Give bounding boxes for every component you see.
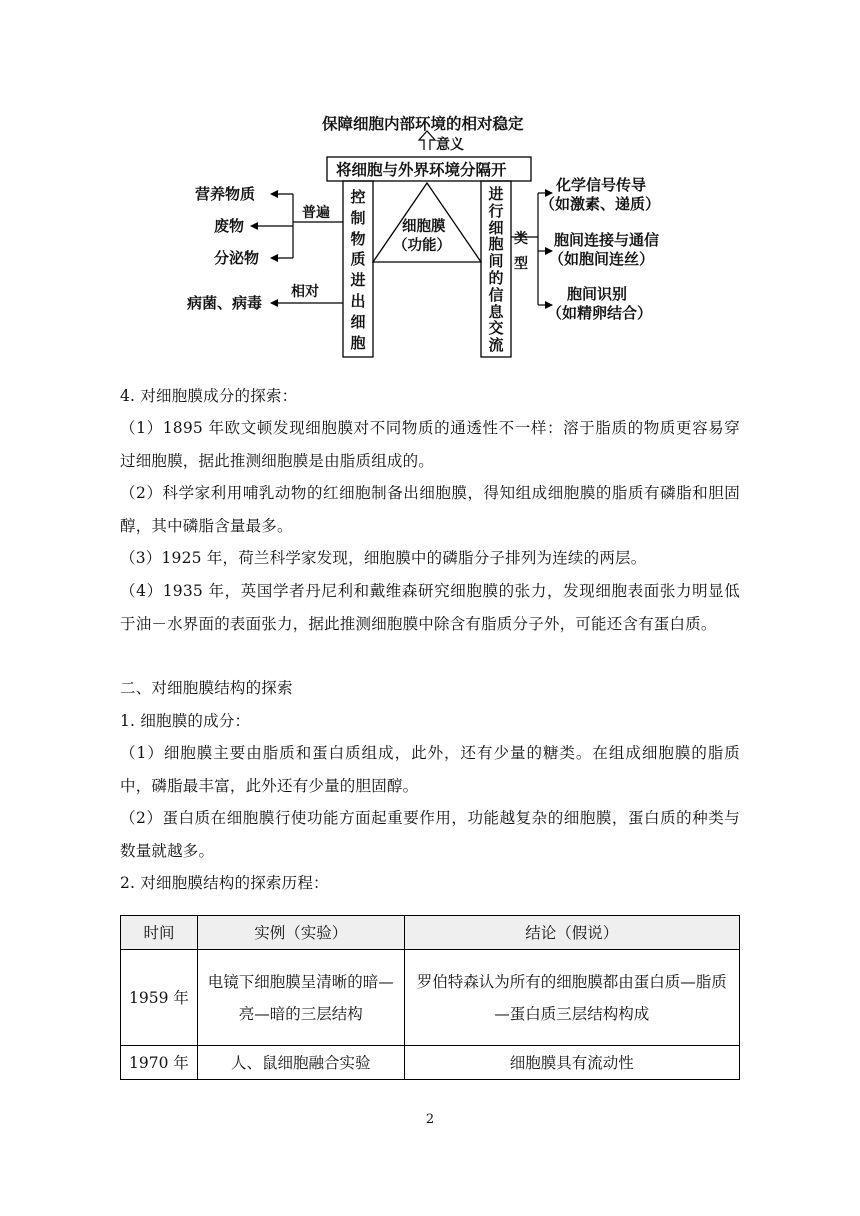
table-cell: 罗伯特森认为所有的细胞膜都由蛋白质—脂质—蛋白质三层结构构成 [404, 950, 739, 1046]
header-box-label: 将细胞与外界环境分隔开 [336, 160, 507, 179]
left-column-label: 控制物质进出细胞 [350, 188, 366, 352]
paragraph-red-blood-cell: （2）科学家利用哺乳动物的红细胞制备出细胞膜，得知组成细胞膜的脂质有磷脂和胆固醇，其中磷脂含量最多。 [120, 484, 740, 535]
left-item-nutrients: 营养物质 [195, 185, 256, 203]
type-label-2: 型 [514, 256, 528, 272]
table-cell: 人、鼠细胞融合实验 [197, 1046, 404, 1080]
right-item-1-line1: 化学信号传导 [556, 176, 647, 194]
center-label-function: （功能） [393, 237, 451, 254]
table-cell: 电镜下细胞膜呈清晰的暗—亮—暗的三层结构 [197, 950, 404, 1046]
table-cell: 1959 年 [121, 950, 198, 1046]
right-item-3-line1: 胞间识别 [567, 285, 628, 303]
meaning-arrow [419, 131, 435, 150]
table-cell: 1970 年 [121, 1046, 198, 1080]
paragraph-overton: （1）1895 年欧文顿发现细胞膜对不同物质的通透性不一样：溶于脂质的物质更容易穿过细胞膜，据此推测细胞膜是由脂质组成的。 [120, 419, 740, 470]
right-item-2-line2: （如胞间连丝） [549, 250, 655, 268]
table-row [121, 1046, 740, 1080]
common-label: 普遍 [302, 205, 330, 221]
table-header-row [121, 916, 740, 950]
right-column-label: 进行细胞间的信息交流 [488, 185, 504, 355]
right-item-1-line2: （如激素、递质） [540, 195, 661, 213]
paragraph-lipid-protein: （1）细胞膜主要由脂质和蛋白质组成，此外，还有少量的糖类。在组成细胞膜的脂质中，磷脂最丰富，此外还有少量的胆固醇。 [120, 744, 740, 795]
table-row [121, 950, 740, 1046]
paragraph-protein-function: （2）蛋白质在细胞膜行使功能方面起重要作用，功能越复杂的细胞膜，蛋白质的种类与数量就越多。 [120, 809, 740, 860]
left-item-secretions: 分泌物 [214, 249, 260, 267]
right-item-3-line2: （如精卵结合） [547, 304, 653, 322]
paragraph-1935: （4）1935 年，英国学者丹尼利和戴维森研究细胞膜的张力，发现细胞表面张力明显低于油－水界面的表面张力，据此推测细胞膜中除含有脂质分子外，可能还含有蛋白质。 [120, 582, 740, 633]
history-table [120, 915, 740, 1080]
page-number: 2 [425, 1112, 435, 1127]
relative-label: 相对 [291, 284, 319, 300]
table-cell: 细胞膜具有流动性 [404, 1046, 739, 1080]
section-heading-structure: 二、对细胞膜结构的探索 [120, 679, 293, 697]
pathogen-label: 病菌、病毒 [187, 294, 263, 312]
heading-structure-history: 2. 对细胞膜结构的探索历程： [120, 874, 329, 892]
paragraph-1925: （3）1925 年，荷兰科学家发现，细胞膜中的磷脂分子排列为连续的两层。 [120, 549, 647, 567]
heading-composition: 1. 细胞膜的成分： [120, 712, 251, 730]
type-label-1: 类 [514, 231, 528, 247]
top-label: 保障细胞内部环境的相对稳定 [322, 114, 524, 133]
center-label-membrane: 细胞膜 [402, 218, 446, 235]
left-item-waste: 废物 [214, 217, 245, 235]
right-item-2-line1: 胞间连接与通信 [554, 231, 660, 249]
header-example: 实例（实验） [197, 916, 404, 950]
header-conclusion: 结论（假说） [404, 916, 739, 950]
heading-membrane-composition-exploration: 4. 对细胞膜成分的探索： [120, 387, 298, 405]
header-time: 时间 [121, 916, 198, 950]
diagram-lines [0, 0, 860, 370]
cell-membrane-function-diagram [0, 0, 860, 370]
meaning-label: 意义 [436, 137, 464, 153]
